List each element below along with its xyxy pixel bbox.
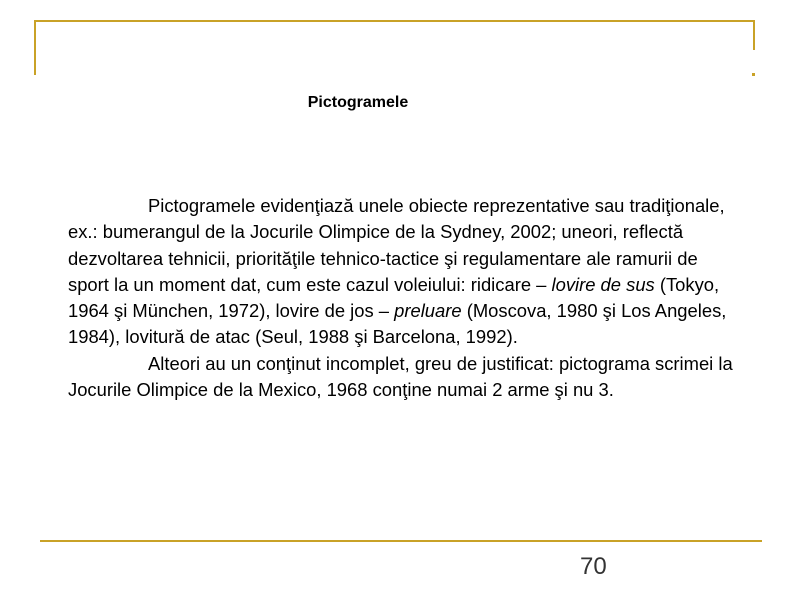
left-accent-line bbox=[34, 20, 36, 75]
top-accent-line bbox=[34, 20, 755, 22]
paragraph-1 bbox=[68, 193, 738, 351]
paragraph-1-part-2: (Tokyo, 1964 şi München, 1972), lovire de jos – bbox=[68, 273, 720, 322]
right-accent-line bbox=[753, 20, 755, 50]
body-text bbox=[68, 193, 738, 403]
page-number: 70 bbox=[580, 553, 607, 580]
paragraph-2-text: Alteori au un conţinut incomplet, greu de justificat: pictograma scrimei la Jocurile Olimpice de la Mexico, 1968 conţine numai 2 arme şi nu 3. bbox=[68, 352, 733, 401]
paragraph-1-part-3: (Moscova, 1980 şi Los Angeles, 1984), lovitură de atac (Seul, 1988 şi Barcelona, 1992). bbox=[68, 300, 727, 348]
paragraph-1-part-1: Pictogramele evidenţiază unele obiecte reprezentative sau tradiţionale, ex.: bumerangul de la Jocurile Olimpice de la Sydney, 2002; uneori, reflectă dezvoltarea tehnicii, priorităţile tehnico-tactice şi regulamentare ale ramurii de sport la un moment dat, cum este cazul voleiului: ridicare – bbox=[68, 195, 725, 295]
paragraph-1-italic-1: lovire de sus bbox=[551, 273, 655, 295]
paragraph-2 bbox=[68, 351, 738, 404]
accent-dot bbox=[752, 73, 755, 76]
bottom-accent-line bbox=[40, 540, 762, 542]
paragraph-1-italic-2: preluare bbox=[394, 300, 462, 322]
slide-title: Pictogramele bbox=[307, 94, 409, 111]
